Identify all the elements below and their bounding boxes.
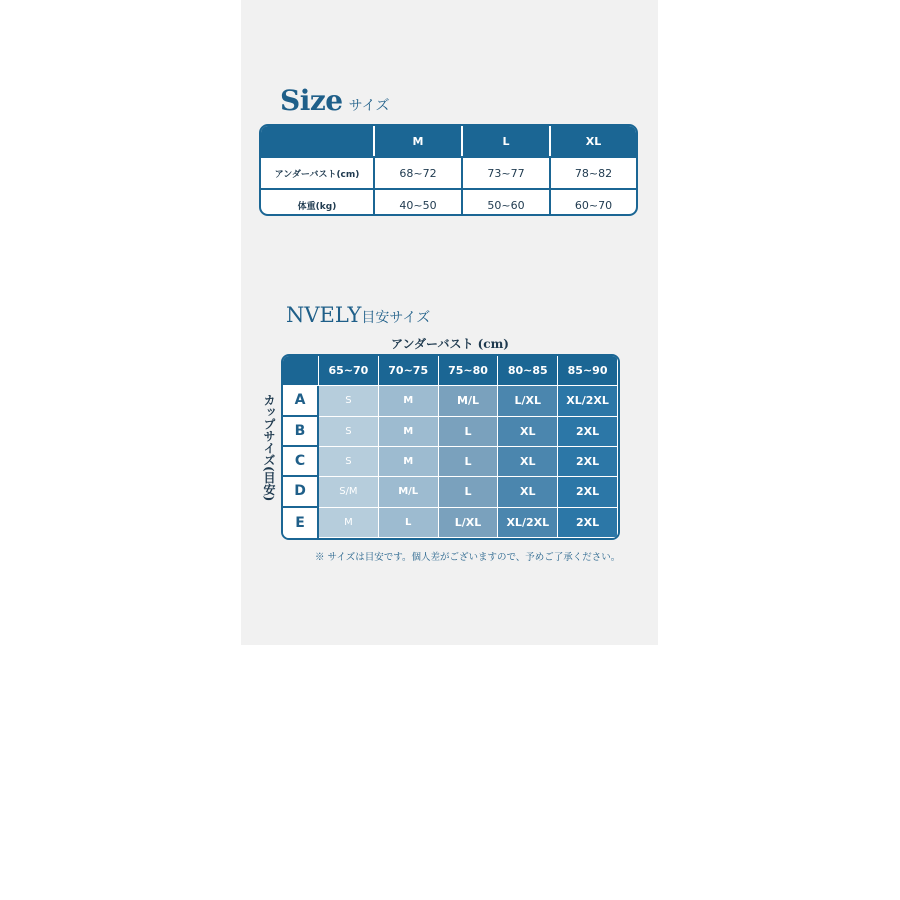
grid-cell: M — [379, 386, 439, 416]
grid-corner — [283, 356, 319, 386]
grid-cell: XL/2XL — [498, 508, 558, 538]
grid-col-header: 65~70 — [319, 356, 379, 386]
nvely-title-jp: 目安サイズ — [361, 310, 431, 326]
grid-cell: M — [379, 447, 439, 477]
grid-cell: L/XL — [498, 386, 558, 416]
grid-cell: L — [439, 417, 499, 447]
grid-cell: S — [319, 386, 379, 416]
size-row-label: アンダーバスト(cm) — [261, 158, 375, 188]
grid-cell: 2XL — [558, 508, 618, 538]
size-row-underbust — [261, 156, 636, 188]
grid-cell: M — [379, 417, 439, 447]
size-title-jp: サイズ — [348, 98, 390, 114]
grid-col-header: 75~80 — [439, 356, 499, 386]
grid-col-header: 80~85 — [498, 356, 558, 386]
grid-cell: L — [439, 477, 499, 507]
size-cell: 50~60 — [463, 190, 551, 216]
grid-cell: S — [319, 417, 379, 447]
grid-cell: S/M — [319, 477, 379, 507]
size-cell: 73~77 — [463, 158, 551, 188]
grid-row-label-d: D — [283, 477, 319, 507]
size-cell: 78~82 — [574, 166, 613, 180]
grid-cell: 2XL — [558, 447, 618, 477]
size-title — [280, 84, 389, 117]
cup-size-grid — [281, 354, 620, 540]
size-header-blank — [261, 126, 375, 156]
cup-size-axis-label: カップサイズ(目安) — [262, 394, 276, 502]
grid-row-label-e: E — [283, 508, 319, 538]
grid-cell: 2XL — [558, 477, 618, 507]
nvely-title-text: NVELY — [286, 303, 362, 327]
size-header-l: L — [463, 126, 551, 156]
size-cell: 68~72 — [375, 158, 463, 188]
grid-row-label-b: B — [283, 417, 319, 447]
underbust-axis-label: アンダーバスト (cm) — [391, 337, 509, 351]
grid-cell: XL — [498, 417, 558, 447]
grid-cell: L/XL — [439, 508, 499, 538]
grid-cell: 2XL — [558, 417, 618, 447]
grid-cell: XL/2XL — [558, 386, 618, 416]
grid-cell: L — [439, 447, 499, 477]
grid-cell: XL — [498, 447, 558, 477]
grid-col-header: 70~75 — [379, 356, 439, 386]
size-disclaimer-note: ※ サイズは目安です。個人差がございますので、予めご了承ください。 — [315, 552, 621, 563]
size-row-weight — [261, 188, 636, 216]
size-header-xl: XL — [585, 134, 602, 148]
size-table — [259, 124, 638, 216]
grid-cell: M/L — [379, 477, 439, 507]
size-table-header — [261, 126, 636, 156]
size-cell: 40~50 — [375, 190, 463, 216]
grid-cell: M — [319, 508, 379, 538]
nvely-title — [286, 303, 430, 327]
grid-cell: XL — [498, 477, 558, 507]
size-row-label: 体重(kg) — [261, 190, 375, 216]
grid-cell: L — [379, 508, 439, 538]
grid-cell: M/L — [439, 386, 499, 416]
size-title-text: Size — [280, 84, 343, 117]
size-cell: 60~70 — [574, 198, 613, 212]
grid-col-header: 85~90 — [558, 356, 618, 386]
grid-row-label-a: A — [283, 386, 319, 416]
grid-row-label-c: C — [283, 447, 319, 477]
grid-cell: S — [319, 447, 379, 477]
size-header-m: M — [375, 126, 463, 156]
